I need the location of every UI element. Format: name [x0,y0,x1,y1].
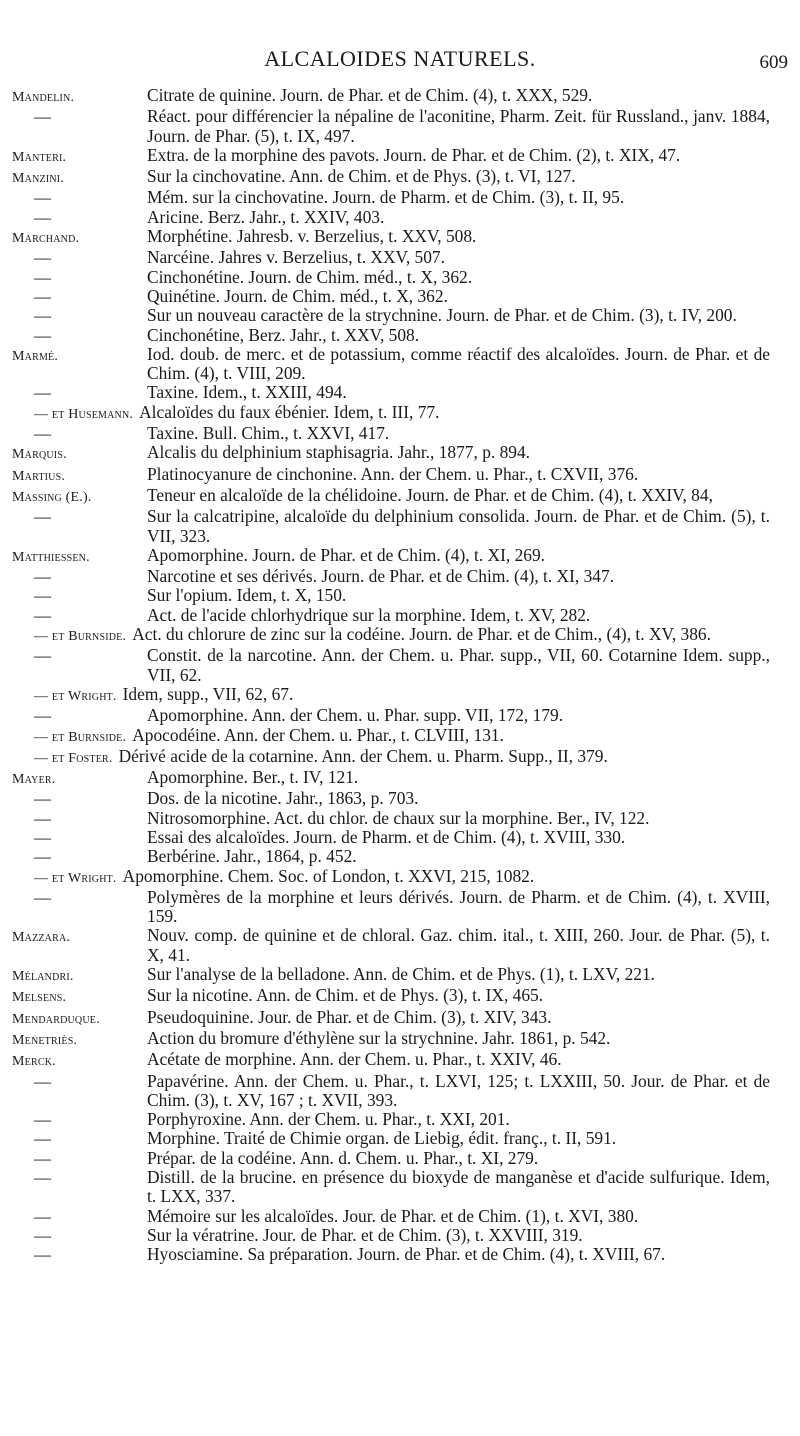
entry-text: Papavérine. Ann. der Chem. u. Phar., t. LXVI, 125; t. LXXIII, 50. Jour. de Phar. et de Chim. (3), t. XV, 167 ; t. XVII, 393. [147,1070,770,1110]
bibliography-entry [12,306,770,325]
entry-text: Extra. de la morphine des pavots. Journ. de Phar. et de Chim. (2), t. XIX, 47. [147,144,681,165]
entry-text: Morphine. Traité de Chimie organ. de Liebig, édit. franç., t. II, 591. [147,1128,617,1149]
bibliography-entry [12,248,770,267]
bibliography-entry [12,747,770,768]
entry-text: Quinétine. Journ. de Chim. méd., t. X, 362. [147,285,448,306]
entry-text: Acétate de morphine. Ann. der Chem. u. Phar., t. XXIV, 46. [147,1049,562,1070]
entry-text: Pseudoquinine. Jour. de Phar. et de Chim. (3), t. XIV, 343. [147,1006,552,1027]
entry-author: — [34,1148,52,1168]
entry-author: Mandelin. [12,90,75,105]
entry-author: — [34,789,52,809]
entry-author: — [34,507,52,527]
bibliography-entry [12,465,770,486]
bibliography-entry [12,1008,770,1029]
bibliography-entry [12,486,770,507]
running-title: ALCALOIDES NATURELS. [264,46,536,71]
entry-author: — [34,383,52,403]
entry-author: — [34,107,52,127]
page-header [0,38,800,78]
entry-author: — [34,827,52,847]
entry-text: Réact. pour différencier la népaline de l'aconitine, Pharm. Zeit. für Russland., janv. 1884, Journ. de Phar. (5), t. IX, 497. [147,106,770,146]
entry-text: Constit. de la narcotine. Ann. der Chem. u. Phar. supp., VII, 60. Cotarnine Idem. supp., VII, 62. [147,645,770,685]
entry-author: — [34,1225,52,1245]
bibliography-entry [12,1245,770,1264]
entry-text: Citrate de quinine. Journ. de Phar. et de Chim. (4), t. XXX, 529. [147,85,593,105]
entry-author: Manteri. [12,149,67,165]
entry-text: Apomorphine. Ann. der Chem. u. Phar. supp. VII, 172, 179. [147,705,564,726]
bibliography-entry [12,287,770,306]
entry-author: — [34,286,52,306]
entry-author: — [34,586,52,606]
bibliography-entry [12,86,770,107]
bibliography-entry [12,1072,770,1111]
entry-text: Iod. doub. de merc. et de potassium, comme réactif des alcaloïdes. Journ. de Phar. et de Chim. (4), t. VIII, 209. [147,343,770,384]
entry-text: Teneur en alcaloïde de la chélidoine. Journ. de Phar. et de Chim. (4), t. XXIV, 84, [147,484,713,505]
bibliography-entry [12,726,770,747]
bibliography-entry [12,1207,770,1226]
bibliography-entry [12,828,770,847]
entry-author: — et Wright. [34,870,117,886]
entry-author: — et Burnside. [34,629,127,645]
page-number: 609 [759,52,788,73]
bibliography-entry [12,507,770,546]
entry-text: Sur la calcatripine, alcaloïde du delphinium consolida. Journ. de Phar. et de Chim. (5), t. VII, 323. [147,506,770,546]
bibliography-entry [12,986,770,1007]
entry-author: Melsens. [12,990,67,1006]
entry-author: Marquis. [12,447,67,463]
entry-text: Alcaloïdes du faux ébénier. Idem, t. III, 77. [139,401,440,422]
entry-author: — [34,248,52,268]
entry-text: Platinocyanure de cinchonine. Ann. der Chem. u. Phar., t. CXVII, 376. [147,463,639,484]
entry-author: Menetriès. [12,1032,78,1048]
entry-author: Mazzara. [12,930,71,946]
entry-text: Action du bromure d'éthylène sur la strychnine. Jahr. 1861, p. 542. [147,1027,611,1048]
entry-author: — et Burnside. [34,729,127,745]
entry-author: — [34,1245,52,1265]
bibliography-entry [12,546,770,567]
entry-author: — [34,1071,52,1091]
bibliography-entry [12,1050,770,1071]
entry-text: Morphétine. Jahresb. v. Berzelius, t. XXV, 508. [147,226,477,247]
bibliography-entry [12,167,770,188]
bibliography-entry [12,1029,770,1050]
bibliography-entry [12,1149,770,1168]
entry-text: Narcotine et ses dérivés. Journ. de Phar. et de Chim. (4), t. XI, 347. [147,566,615,587]
entry-author: Manzini. [12,171,64,187]
bibliography-entry [12,227,770,248]
entry-author: — [34,567,52,587]
bibliography-entry [12,424,770,443]
bibliography-entry [12,965,770,986]
entry-text: Apomorphine. Journ. de Phar. et de Chim. (4), t. XI, 269. [147,544,545,565]
bibliography-entry [12,1168,770,1207]
entry-text: Cinchonétine, Berz. Jahr., t. XXV, 508. [147,324,420,345]
entry-author: — [34,706,52,726]
entry-text: Narcéine. Jahres v. Berzelius, t. XXV, 507. [147,247,445,268]
entry-author: Mélandri. [12,969,74,985]
bibliography-entry [12,888,770,927]
bibliography-entry [12,567,770,586]
bibliography-entry [12,326,770,345]
bibliography-entry [12,646,770,685]
bibliography-entry [12,403,770,424]
entry-author: Marchand. [12,231,80,247]
entry-text: Taxine. Idem., t. XXIII, 494. [147,382,347,403]
bibliography-entry [12,383,770,402]
bibliography-entry [12,1110,770,1129]
entry-author: — [34,325,52,345]
bibliography-entry [12,706,770,725]
entry-text: Essai des alcaloïdes. Journ. de Pharm. et de Chim. (4), t. XVIII, 330. [147,826,626,847]
entry-text: Taxine. Bull. Chim., t. XXVI, 417. [147,423,390,444]
entry-text: Sur un nouveau caractère de la strychnine. Journ. de Phar. et de Chim. (3), t. IV, 200. [147,305,737,326]
entry-author: — [34,646,52,666]
bibliography-entry [12,188,770,207]
bibliography-entry [12,107,770,146]
entry-author: Mendarduque. [12,1011,100,1027]
entry-author: — et Husemann. [34,406,134,422]
entry-text: Berbérine. Jahr., 1864, p. 452. [147,846,357,867]
entry-author: — [34,1129,52,1149]
bibliography-entry [12,847,770,866]
entry-text: Sur la nicotine. Ann. de Chim. et de Phys. (3), t. IX, 465. [147,985,544,1006]
entry-author: Martius. [12,468,66,484]
entry-text: Apomorphine. Chem. Soc. of London, t. XXVI, 215, 1082. [122,865,535,886]
entry-author: — [34,1168,52,1188]
bibliography-entry [12,926,770,965]
entry-text: Dérivé acide de la cotarnine. Ann. der Chem. u. Pharm. Supp., II, 379. [118,745,608,766]
entry-author: — [34,605,52,625]
entry-author: — et Foster. [34,750,113,766]
entry-text: Nouv. comp. de quinine et de chloral. Gaz. chim. ital., t. XIII, 260. Jour. de Phar. (5), t. X, 41. [147,925,770,965]
entry-text: Sur la cinchovatine. Ann. de Chim. et de Phys. (3), t. VI, 127. [147,166,576,187]
entry-text: Act. de l'acide chlorhydrique sur la morphine. Idem, t. XV, 282. [147,604,591,625]
entry-author: — [34,306,52,326]
bibliography-entry [12,809,770,828]
entry-author: — [34,847,52,867]
bibliography-entry [12,625,770,646]
entry-author: — [34,1110,52,1130]
bibliography-entry [12,1226,770,1245]
entry-author: — [34,887,52,907]
bibliography-entry [12,268,770,287]
entry-text: Porphyroxine. Ann. der Chem. u. Phar., t. XXI, 201. [147,1109,510,1130]
entry-author: — [34,424,52,444]
bibliography-entry [12,768,770,789]
entry-text: Mém. sur la cinchovatine. Journ. de Pharm. et de Chim. (3), t. II, 95. [147,187,625,208]
bibliography-list [12,86,770,1265]
entry-author: — [34,188,52,208]
entry-author: — [34,207,52,227]
entry-text: Apocodéine. Ann. der Chem. u. Phar., t. CLVIII, 131. [132,724,504,745]
entry-author: — [34,1206,52,1226]
entry-author: — et Wright. [34,688,117,704]
entry-text: Polymères de la morphine et leurs dérivés. Journ. de Pharm. et de Chim. (4), t. XVIII, 159. [147,886,770,927]
entry-text: Sur l'opium. Idem, t. X, 150. [147,585,347,606]
entry-text: Act. du chlorure de zinc sur la codéine. Journ. de Phar. et de Chim., (4), t. XV, 386. [132,624,711,645]
entry-author: — [34,267,52,287]
bibliography-entry [12,443,770,464]
entry-author: Massing (E.). [12,489,92,505]
entry-author: Marmé. [12,348,59,364]
bibliography-entry [12,345,770,384]
entry-text: Hyosciamine. Sa préparation. Journ. de Phar. et de Chim. (4), t. XVIII, 67. [147,1244,666,1265]
entry-text: Mémoire sur les alcaloïdes. Jour. de Phar. et de Chim. (1), t. XVI, 380. [147,1205,639,1226]
bibliography-entry [12,606,770,625]
entry-text: Alcalis du delphinium staphisagria. Jahr., 1877, p. 894. [147,442,531,463]
entry-author: Mayer. [12,772,56,788]
entry-text: Cinchonétine. Journ. de Chim. méd., t. X, 362. [147,266,473,287]
bibliography-entry [12,685,770,706]
entry-text: Idem, supp., VII, 62, 67. [122,683,294,704]
bibliography-entry [12,1129,770,1148]
entry-text: Sur la vératrine. Jour. de Phar. et de Chim. (3), t. XXVIII, 319. [147,1224,583,1245]
bibliography-entry [12,867,770,888]
entry-author: — [34,808,52,828]
entry-text: Prépar. de la codéine. Ann. d. Chem. u. Phar., t. XI, 279. [147,1147,539,1168]
entry-text: Sur l'analyse de la belladone. Ann. de Chim. et de Phys. (1), t. LXV, 221. [147,964,656,985]
bibliography-entry [12,789,770,808]
bibliography-entry [12,586,770,605]
entry-text: Aricine. Berz. Jahr., t. XXIV, 403. [147,206,385,227]
entry-text: Distill. de la brucine. en présence du bioxyde de manganèse et d'acide sulfurique. Idem, t. LXX, 337. [147,1167,770,1207]
bibliography-entry [12,146,770,167]
entry-text: Dos. de la nicotine. Jahr., 1863, p. 703. [147,788,419,809]
entry-text: Nitrosomorphine. Act. du chlor. de chaux sur la morphine. Ber., IV, 122. [147,807,650,828]
entry-author: Matthiessen. [12,549,90,565]
bibliography-entry [12,208,770,227]
entry-text: Apomorphine. Ber., t. IV, 121. [147,767,359,788]
entry-author: Merck. [12,1054,56,1070]
